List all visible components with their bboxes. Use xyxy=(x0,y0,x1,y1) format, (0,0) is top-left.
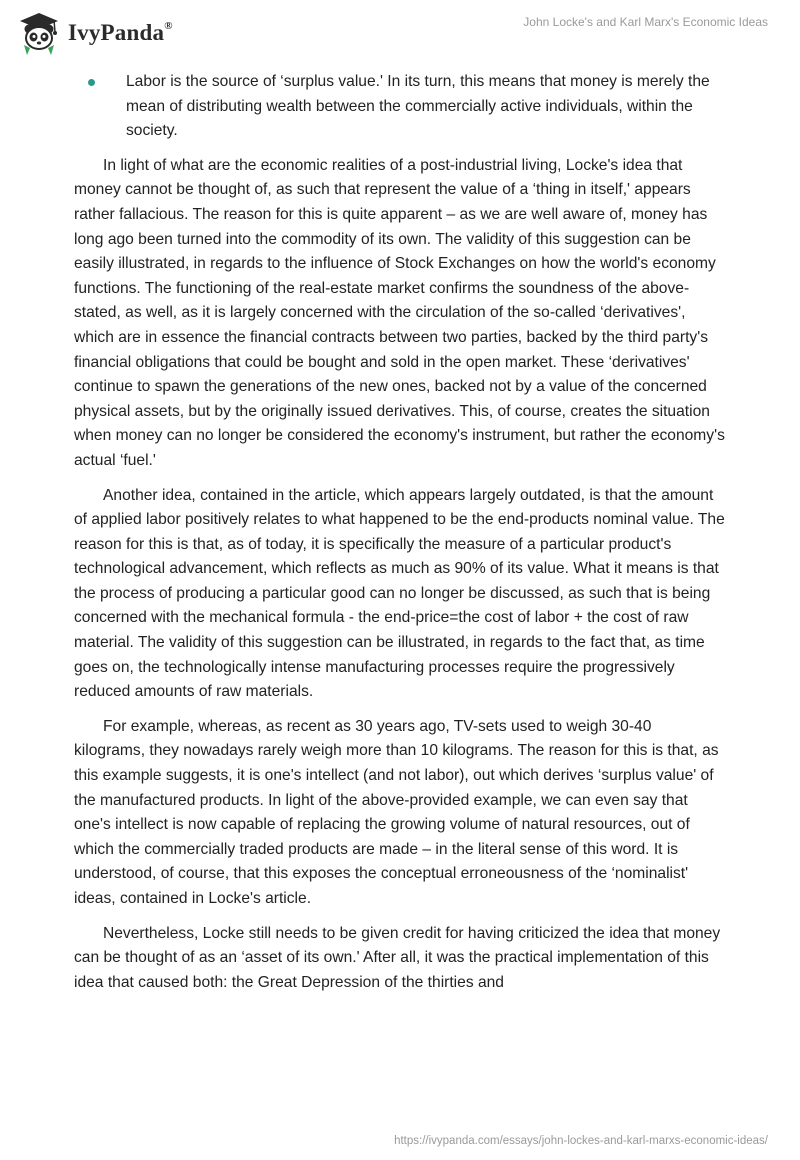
document-title: John Locke's and Karl Marx's Economic Ideas xyxy=(523,15,768,29)
paragraph: Nevertheless, Locke still needs to be given credit for having criticized the idea that money can be thought of as an ‘asset of its own.' After all, it was the practical implementation of this idea that caused both: the Great Depression of the thirties and xyxy=(74,924,721,991)
essay-body xyxy=(74,70,726,1005)
brand-name: IvyPanda® xyxy=(68,20,173,45)
paragraph: Another idea, contained in the article, which appears largely outdated, is that the amount of applied labor positively relates to what happened to be the end-products nominal value. The reason for this is that, as of today, it is specifically the measure of a particular product's technological advancement, which reflects as much as 90% of its value. What it means is that the process of producing a particular good can no longer be discussed, as such that is being concerned with the mechanical formula - the end-price=the cost of labor + the cost of raw material. The validity of this suggestion can be illustrated, in regards to the fact that, as time goes on, the technologically intense manufacturing processes require the progressively reduced amounts of raw materials. xyxy=(74,486,725,701)
ivypanda-logo[interactable] xyxy=(14,8,173,58)
bullet-text: Labor is the source of ‘surplus value.' In its turn, this means that money is merely the mean of distributing wealth between the commercially active individuals, within the society. xyxy=(126,73,710,140)
bullet-dot-icon xyxy=(88,79,95,86)
bullet-list xyxy=(74,70,726,144)
page-header xyxy=(0,0,800,66)
list-item xyxy=(74,70,726,144)
panda-graduate-logo-icon xyxy=(14,8,64,58)
registered-mark: ® xyxy=(164,20,173,33)
source-url[interactable]: https://ivypanda.com/essays/john-lockes-and-karl-marxs-economic-ideas/ xyxy=(394,1135,768,1147)
paragraph: For example, whereas, as recent as 30 years ago, TV-sets used to weigh 30-40 kilograms, they nowadays rarely weigh more than 10 kilograms. The reason for this is that, as this example suggests, it is one's intellect (and not labor), out which derives ‘surplus value' of the manufactured products. In light of the above-provided example, we can even say that one's intellect is now capable of replacing the growing volume of natural resources, out of which the commercially traded products are made – in the literal sense of this word. It is understood, of course, that this exposes the conceptual erroneousness of the ‘nominalist' ideas, contained in Locke's article. xyxy=(74,717,719,907)
paragraph: In light of what are the economic realities of a post-industrial living, Locke's idea that money cannot be thought of, as such that represent the value of a ‘thing in itself,' appears rather fallacious. The reason for this is quite apparent – as we are well aware of, money has long ago been turned into the commodity of its own. The validity of this suggestion can be easily illustrated, in regards to the influence of Stock Exchanges on how the world's economy functions. The functioning of the real-estate market confirms the soundness of the above-stated, as well, as it is largely concerned with the circulation of the so-called ‘derivatives', which are in essence the financial contracts between two parties, backed by the third party's financial obligations that could be bought and sold in the open market. These ‘derivatives' continue to spawn the generations of the new ones, backed not by a value of the concerned physical assets, but by the originally issued derivatives. This, of course, creates the situation when money can no longer be considered the economy's instrument, but rather the economy's actual ‘fuel.' xyxy=(74,156,725,469)
